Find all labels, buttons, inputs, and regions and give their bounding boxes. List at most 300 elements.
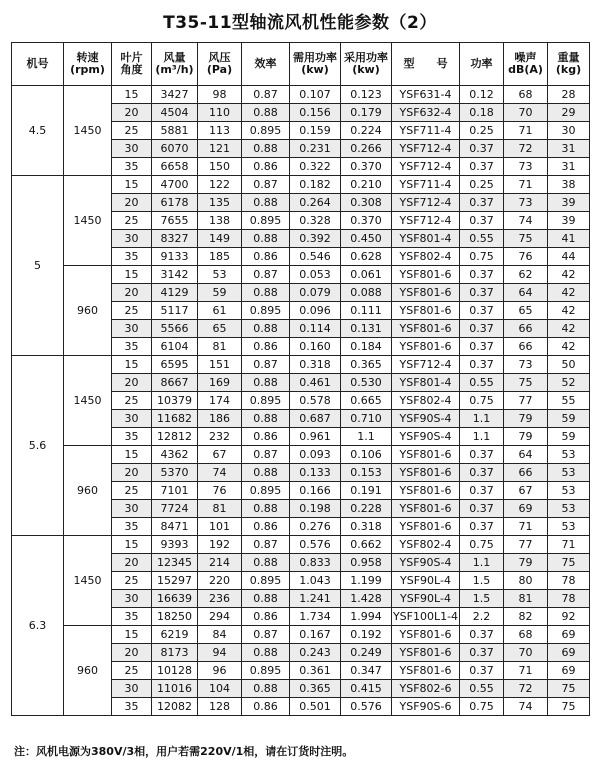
header-motor-power [460,43,504,86]
cell-efficiency: 0.87 [242,356,290,374]
cell-air-pressure: 101 [198,518,242,536]
cell-weight: 39 [548,212,590,230]
cell-required-power: 0.053 [290,266,341,284]
cell-motor-model: YSF801-6 [392,284,460,302]
cell-efficiency: 0.88 [242,644,290,662]
header-blade-angle [112,43,152,86]
cell-motor-power: 0.37 [460,338,504,356]
cell-motor-power: 0.37 [460,662,504,680]
cell-motor-power: 0.75 [460,392,504,410]
cell-motor-power: 0.12 [460,86,504,104]
cell-blade-angle: 20 [112,644,152,662]
cell-weight: 39 [548,194,590,212]
cell-noise: 71 [504,518,548,536]
cell-required-power: 0.322 [290,158,341,176]
cell-efficiency: 0.88 [242,104,290,122]
table-row [12,356,590,374]
table-row [12,626,590,644]
cell-weight: 92 [548,608,590,626]
cell-blade-angle: 35 [112,158,152,176]
cell-required-power: 0.198 [290,500,341,518]
cell-air-volume: 15297 [152,572,198,590]
cell-weight: 53 [548,464,590,482]
cell-motor-power: 0.55 [460,680,504,698]
cell-motor-model: YSF631-4 [392,86,460,104]
cell-efficiency: 0.86 [242,158,290,176]
cell-adopted-power: 1.199 [341,572,392,590]
cell-required-power: 0.365 [290,680,341,698]
cell-noise: 67 [504,482,548,500]
cell-noise: 70 [504,104,548,122]
header-blade-angle-line: 叶片 [120,51,143,64]
header-required-power [290,43,341,86]
cell-adopted-power: 0.249 [341,644,392,662]
cell-adopted-power: 0.347 [341,662,392,680]
cell-efficiency: 0.88 [242,590,290,608]
cell-efficiency: 0.87 [242,176,290,194]
cell-motor-power: 0.37 [460,320,504,338]
header-noise-line: 噪声 [514,51,537,64]
cell-adopted-power: 0.111 [341,302,392,320]
cell-required-power: 0.159 [290,122,341,140]
cell-required-power: 0.107 [290,86,341,104]
cell-blade-angle: 30 [112,140,152,158]
cell-motor-model: YSF801-6 [392,482,460,500]
header-required-power-line: 需用功率 [293,51,337,64]
cell-air-pressure: 122 [198,176,242,194]
cell-weight: 75 [548,680,590,698]
header-motor-model [392,43,460,86]
cell-noise: 75 [504,374,548,392]
cell-air-volume: 7101 [152,482,198,500]
cell-noise: 68 [504,86,548,104]
cell-efficiency: 0.87 [242,86,290,104]
cell-efficiency: 0.895 [242,122,290,140]
cell-motor-model: YSF801-6 [392,644,460,662]
cell-blade-angle: 15 [112,356,152,374]
cell-required-power: 0.264 [290,194,341,212]
cell-air-pressure: 76 [198,482,242,500]
cell-noise: 77 [504,536,548,554]
header-efficiency [242,43,290,86]
cell-air-pressure: 192 [198,536,242,554]
cell-blade-angle: 20 [112,194,152,212]
cell-air-pressure: 84 [198,626,242,644]
cell-weight: 31 [548,158,590,176]
cell-adopted-power: 1.994 [341,608,392,626]
cell-air-pressure: 220 [198,572,242,590]
cell-air-volume: 7724 [152,500,198,518]
cell-blade-angle: 20 [112,554,152,572]
cell-required-power: 0.093 [290,446,341,464]
cell-noise: 70 [504,644,548,662]
cell-motor-model: YSF801-6 [392,446,460,464]
cell-motor-power: 0.37 [460,140,504,158]
cell-motor-power: 0.37 [460,194,504,212]
cell-noise: 73 [504,194,548,212]
cell-noise: 72 [504,140,548,158]
cell-efficiency: 0.88 [242,284,290,302]
cell-adopted-power: 0.184 [341,338,392,356]
cell-required-power: 0.114 [290,320,341,338]
cell-efficiency: 0.88 [242,464,290,482]
cell-weight: 42 [548,338,590,356]
cell-noise: 74 [504,212,548,230]
cell-motor-model: YSF711-4 [392,176,460,194]
cell-efficiency: 0.895 [242,662,290,680]
cell-required-power: 0.501 [290,698,341,716]
cell-required-power: 0.079 [290,284,341,302]
cell-air-volume: 6658 [152,158,198,176]
cell-motor-model: YSF801-6 [392,626,460,644]
cell-blade-angle: 30 [112,410,152,428]
cell-blade-angle: 15 [112,266,152,284]
cell-adopted-power: 0.710 [341,410,392,428]
cell-air-volume: 6595 [152,356,198,374]
cell-adopted-power: 0.415 [341,680,392,698]
cell-air-volume: 12345 [152,554,198,572]
cell-blade-angle: 35 [112,248,152,266]
cell-motor-model: YSF801-6 [392,302,460,320]
table-row [12,176,590,194]
cell-motor-power: 0.37 [460,464,504,482]
cell-required-power: 0.243 [290,644,341,662]
cell-air-volume: 5370 [152,464,198,482]
cell-motor-power: 2.2 [460,608,504,626]
header-speed [64,43,112,86]
cell-noise: 71 [504,122,548,140]
cell-weight: 28 [548,86,590,104]
cell-blade-angle: 25 [112,212,152,230]
cell-efficiency: 0.88 [242,194,290,212]
cell-noise: 69 [504,500,548,518]
table-row [12,536,590,554]
cell-air-volume: 11682 [152,410,198,428]
cell-air-volume: 10379 [152,392,198,410]
cell-adopted-power: 0.370 [341,158,392,176]
cell-adopted-power: 0.153 [341,464,392,482]
cell-motor-model: YSF802-4 [392,248,460,266]
header-air-pressure-line: (Pa) [206,63,233,76]
cell-weight: 29 [548,104,590,122]
cell-motor-model: YSF90S-4 [392,410,460,428]
cell-weight: 31 [548,140,590,158]
cell-weight: 42 [548,266,590,284]
cell-machine-no: 4.5 [12,86,64,176]
header-air-volume [152,43,198,86]
cell-air-volume: 8173 [152,644,198,662]
cell-motor-power: 0.25 [460,122,504,140]
cell-motor-model: YSF712-4 [392,194,460,212]
cell-blade-angle: 25 [112,482,152,500]
cell-weight: 44 [548,248,590,266]
cell-blade-angle: 35 [112,338,152,356]
header-air-pressure [198,43,242,86]
cell-blade-angle: 15 [112,536,152,554]
cell-motor-power: 0.37 [460,644,504,662]
cell-air-pressure: 65 [198,320,242,338]
cell-speed: 1450 [64,176,112,266]
cell-required-power: 0.156 [290,104,341,122]
header-speed-line: 转速 [76,51,99,64]
cell-efficiency: 0.87 [242,626,290,644]
cell-machine-no: 5 [12,176,64,356]
cell-noise: 74 [504,698,548,716]
cell-motor-power: 0.37 [460,500,504,518]
cell-adopted-power: 1.428 [341,590,392,608]
cell-blade-angle: 25 [112,662,152,680]
cell-air-volume: 5566 [152,320,198,338]
header-air-volume-line: (m³/h) [155,63,194,76]
cell-air-pressure: 53 [198,266,242,284]
cell-weight: 41 [548,230,590,248]
cell-required-power: 0.833 [290,554,341,572]
cell-blade-angle: 15 [112,86,152,104]
table-row [12,86,590,104]
cell-efficiency: 0.895 [242,212,290,230]
cell-machine-no: 5.6 [12,356,64,536]
cell-efficiency: 0.895 [242,302,290,320]
cell-weight: 69 [548,644,590,662]
cell-required-power: 0.133 [290,464,341,482]
cell-adopted-power: 0.228 [341,500,392,518]
cell-air-volume: 8327 [152,230,198,248]
cell-speed: 960 [64,446,112,536]
cell-noise: 66 [504,338,548,356]
cell-speed: 960 [64,266,112,356]
cell-air-volume: 9393 [152,536,198,554]
header-motor-power-line: 功率 [470,57,493,70]
cell-adopted-power: 0.266 [341,140,392,158]
cell-air-volume: 6178 [152,194,198,212]
cell-weight: 53 [548,446,590,464]
cell-noise: 64 [504,284,548,302]
cell-weight: 42 [548,284,590,302]
cell-motor-model: YSF712-4 [392,212,460,230]
cell-weight: 30 [548,122,590,140]
cell-noise: 68 [504,626,548,644]
cell-air-volume: 12082 [152,698,198,716]
cell-efficiency: 0.87 [242,446,290,464]
cell-required-power: 0.461 [290,374,341,392]
cell-motor-model: YSF801-6 [392,500,460,518]
cell-adopted-power: 0.318 [341,518,392,536]
cell-weight: 55 [548,392,590,410]
cell-weight: 53 [548,518,590,536]
cell-adopted-power: 0.192 [341,626,392,644]
cell-air-volume: 3427 [152,86,198,104]
cell-adopted-power: 0.179 [341,104,392,122]
cell-air-volume: 8667 [152,374,198,392]
cell-motor-model: YSF90L-4 [392,572,460,590]
cell-air-pressure: 98 [198,86,242,104]
cell-motor-power: 1.5 [460,590,504,608]
cell-adopted-power: 0.191 [341,482,392,500]
cell-air-pressure: 236 [198,590,242,608]
cell-air-volume: 4362 [152,446,198,464]
cell-air-volume: 7655 [152,212,198,230]
cell-motor-model: YSF100L1-4 [392,608,460,626]
cell-adopted-power: 0.123 [341,86,392,104]
cell-blade-angle: 25 [112,302,152,320]
cell-efficiency: 0.88 [242,374,290,392]
cell-weight: 59 [548,428,590,446]
cell-blade-angle: 20 [112,464,152,482]
cell-motor-power: 0.37 [460,158,504,176]
cell-noise: 72 [504,680,548,698]
cell-air-pressure: 214 [198,554,242,572]
cell-noise: 66 [504,464,548,482]
cell-motor-power: 0.55 [460,230,504,248]
cell-required-power: 0.961 [290,428,341,446]
cell-efficiency: 0.88 [242,554,290,572]
cell-blade-angle: 15 [112,446,152,464]
cell-adopted-power: 1.1 [341,428,392,446]
cell-air-pressure: 232 [198,428,242,446]
cell-blade-angle: 35 [112,608,152,626]
cell-noise: 65 [504,302,548,320]
header-machine-no-line: 机号 [26,57,49,70]
cell-air-volume: 10128 [152,662,198,680]
cell-motor-power: 0.37 [460,266,504,284]
cell-efficiency: 0.86 [242,248,290,266]
cell-air-pressure: 96 [198,662,242,680]
cell-noise: 71 [504,662,548,680]
cell-efficiency: 0.86 [242,608,290,626]
cell-adopted-power: 0.662 [341,536,392,554]
cell-required-power: 0.361 [290,662,341,680]
cell-blade-angle: 20 [112,374,152,392]
cell-motor-model: YSF801-6 [392,518,460,536]
cell-air-pressure: 74 [198,464,242,482]
cell-motor-power: 0.37 [460,482,504,500]
cell-speed: 960 [64,626,112,716]
cell-adopted-power: 0.530 [341,374,392,392]
cell-blade-angle: 30 [112,230,152,248]
cell-efficiency: 0.895 [242,392,290,410]
cell-efficiency: 0.88 [242,410,290,428]
table-row [12,446,590,464]
cell-efficiency: 0.895 [242,572,290,590]
cell-efficiency: 0.895 [242,482,290,500]
header-speed-line: (rpm) [70,63,105,76]
header-adopted-power-line: (kw) [352,63,380,76]
cell-weight: 78 [548,572,590,590]
cell-motor-power: 0.75 [460,698,504,716]
cell-motor-power: 0.37 [460,356,504,374]
cell-noise: 80 [504,572,548,590]
cell-noise: 73 [504,158,548,176]
cell-motor-model: YSF802-4 [392,536,460,554]
cell-air-volume: 5117 [152,302,198,320]
cell-noise: 79 [504,428,548,446]
header-motor-model-line: 型 号 [403,57,448,70]
cell-air-volume: 4129 [152,284,198,302]
cell-weight: 38 [548,176,590,194]
cell-efficiency: 0.87 [242,266,290,284]
cell-required-power: 0.231 [290,140,341,158]
cell-required-power: 1.734 [290,608,341,626]
cell-noise: 82 [504,608,548,626]
cell-speed: 1450 [64,536,112,626]
cell-motor-model: YSF801-6 [392,338,460,356]
cell-weight: 75 [548,698,590,716]
cell-motor-power: 0.37 [460,626,504,644]
cell-air-volume: 18250 [152,608,198,626]
cell-adopted-power: 0.958 [341,554,392,572]
cell-blade-angle: 15 [112,176,152,194]
cell-air-pressure: 59 [198,284,242,302]
cell-air-pressure: 150 [198,158,242,176]
cell-noise: 79 [504,554,548,572]
cell-adopted-power: 0.450 [341,230,392,248]
cell-air-pressure: 169 [198,374,242,392]
cell-blade-angle: 30 [112,320,152,338]
cell-adopted-power: 0.308 [341,194,392,212]
cell-motor-model: YSF712-4 [392,158,460,176]
cell-air-volume: 5881 [152,122,198,140]
cell-efficiency: 0.88 [242,500,290,518]
cell-weight: 42 [548,302,590,320]
header-required-power-line: (kw) [301,63,329,76]
cell-required-power: 0.546 [290,248,341,266]
cell-required-power: 0.318 [290,356,341,374]
cell-air-pressure: 294 [198,608,242,626]
cell-motor-power: 1.1 [460,554,504,572]
header-air-volume-line: 风量 [163,51,186,64]
cell-blade-angle: 35 [112,698,152,716]
cell-blade-angle: 20 [112,104,152,122]
cell-motor-model: YSF802-4 [392,392,460,410]
cell-required-power: 0.160 [290,338,341,356]
cell-motor-model: YSF90S-4 [392,428,460,446]
cell-air-pressure: 81 [198,500,242,518]
cell-blade-angle: 25 [112,572,152,590]
cell-air-volume: 16639 [152,590,198,608]
cell-required-power: 0.392 [290,230,341,248]
cell-motor-power: 0.37 [460,302,504,320]
cell-efficiency: 0.86 [242,338,290,356]
header-adopted-power [341,43,392,86]
cell-speed: 1450 [64,356,112,446]
header-weight-line: 重量 [557,51,580,64]
cell-adopted-power: 0.061 [341,266,392,284]
cell-motor-model: YSF801-4 [392,230,460,248]
cell-air-volume: 6104 [152,338,198,356]
cell-motor-model: YSF632-4 [392,104,460,122]
cell-air-volume: 6070 [152,140,198,158]
cell-motor-power: 0.25 [460,176,504,194]
table-header-row [12,43,590,86]
cell-weight: 52 [548,374,590,392]
cell-air-volume: 4504 [152,104,198,122]
cell-air-volume: 9133 [152,248,198,266]
cell-air-pressure: 135 [198,194,242,212]
cell-adopted-power: 0.628 [341,248,392,266]
cell-noise: 79 [504,410,548,428]
cell-noise: 66 [504,320,548,338]
cell-adopted-power: 0.210 [341,176,392,194]
cell-motor-model: YSF90S-4 [392,554,460,572]
table-row [12,266,590,284]
footnote: 注：风机电源为380V/3相，用户若需220V/1相，请在订货时注明。 [14,745,354,758]
cell-air-pressure: 94 [198,644,242,662]
cell-air-volume: 4700 [152,176,198,194]
cell-motor-power: 0.55 [460,374,504,392]
cell-required-power: 0.578 [290,392,341,410]
cell-noise: 75 [504,230,548,248]
cell-air-pressure: 81 [198,338,242,356]
